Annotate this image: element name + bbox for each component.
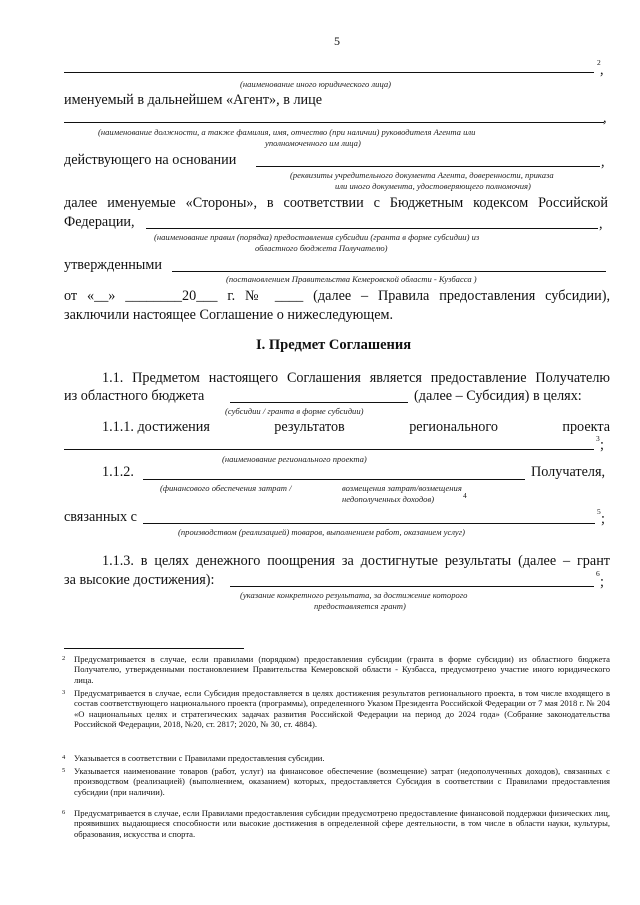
footnote-2: [62, 654, 610, 685]
caption-cost-right-2: недополученных доходов): [342, 494, 435, 504]
footnote-3: [62, 688, 610, 730]
basis-text: действующего на основании: [64, 152, 237, 168]
footnote-number: 4: [62, 754, 66, 761]
word: результатов: [274, 419, 345, 435]
caption-subsidy-type: (субсидии / гранта в форме субсидии): [225, 406, 364, 416]
recipient-text: Получателя,: [531, 464, 606, 480]
punct: ,: [603, 110, 607, 126]
approved-text: утвержденными: [64, 257, 162, 273]
caption-agent-rep-2: уполномоченного им лица): [265, 138, 361, 148]
caption-approved: (постановлением Правительства Кемеровской области - Кузбасса ): [226, 274, 477, 284]
punct: ,: [600, 62, 604, 78]
caption-basis-2: или иного документа, удостоверяющего полномочия): [335, 181, 531, 191]
clause-1-1-3-line1: 1.1.3. в целях денежного поощрения за достигнутые результаты (далее – грант: [102, 553, 610, 569]
caption-production: (производством (реализацией) товаров, выполнением работ, оказанием услуг): [178, 527, 465, 537]
footnote-ref-2: 2: [597, 58, 601, 67]
caption-cost-right-1: возмещения затрат/возмещения: [342, 483, 462, 493]
word: проекта: [562, 419, 610, 435]
clause-1-1-3-line2: за высокие достижения):: [64, 572, 215, 588]
footnote-text: Предусматривается в случае, если Субсидия предоставляется в целях достижения результатов регионального проекта, в том числе входящего в состав соответствующего национального проекта (программы), определенного Указом Президента Российской Федерации от 7 мая 2018 г. № 204 «О национальных целях и стратегических задачах развития Российской Федерации на период до 2024 года» (Собрание законодательства Российской Федерации, 2018, №20, ст. 2817; 2020, № 30, ст. 4884).: [74, 688, 610, 730]
blank-line-achievement: [230, 586, 594, 587]
blank-line-cost-type: [143, 479, 525, 480]
footnote-separator: [64, 648, 244, 649]
blank-line-production: [143, 523, 595, 524]
federation-text: Федерации,: [64, 214, 135, 230]
blank-line-agent-rep: [64, 122, 604, 123]
parties-text: далее именуемые «Стороны», в соответствии с Бюджетным кодексом Российской: [64, 195, 608, 211]
caption-achievement-1: (указание конкретного результата, за достижение которого: [240, 590, 468, 600]
clause-1-1-1: [102, 419, 610, 436]
agent-text: именуемый в дальнейшем «Агент», в лице: [64, 92, 323, 108]
punct: ;: [600, 574, 604, 590]
blank-line-regional-project: [64, 449, 594, 450]
punct: ,: [599, 216, 603, 232]
caption-rules-1: (наименование правил (порядка) предоставления субсидии (гранта в форме субсидии) из: [154, 232, 480, 242]
caption-other-entity: (наименование иного юридического лица): [240, 79, 392, 89]
caption-cost-left: (финансового обеспечения затрат /: [160, 483, 292, 493]
footnote-ref-3: 3: [596, 434, 600, 443]
caption-regional-project: (наименование регионального проекта): [222, 454, 367, 464]
clause-1-1-tail: (далее – Субсидия) в целях:: [414, 388, 582, 404]
blank-line-other-entity: [64, 72, 594, 73]
caption-basis-1: (реквизиты учредительного документа Агента, доверенности, приказа: [290, 170, 554, 180]
caption-agent-rep-1: (наименование должности, а также фамилия, имя, отчество (при наличии) руководителя Агента или: [98, 127, 476, 137]
footnote-number: 6: [62, 809, 66, 816]
blank-line-approved: [172, 271, 606, 272]
page-number: 5: [334, 34, 340, 48]
punct: ;: [600, 437, 604, 453]
concluded-text: заключили настоящее Соглашение о нижеследующем.: [64, 307, 394, 323]
footnote-4: [62, 753, 610, 763]
footnote-text: Указывается наименование товаров (работ, услуг) на финансовое обеспечение (возмещение) затрат (недополученных доходов), связанных с производством (реализацией) (выполнением, оказанием) которых, предоставляется Субсидия в соответствии с Правилами предоставления субсидии (при наличии).: [74, 766, 610, 797]
blank-line-basis: [256, 166, 600, 167]
blank-line-subsidy-type: [230, 402, 408, 403]
word: 1.1.1. достижения: [102, 419, 210, 435]
footnote-number: 5: [62, 767, 66, 774]
footnote-5: [62, 766, 610, 797]
related-text: связанных с: [64, 509, 137, 525]
footnote-text: Предусматривается в случае, если правилами (порядком) предоставления субсидии (гранта в форме субсидии) из областного бюджета Получателю, утвержденными постановлением Правительства Кемеровской области - Кузбасса, предусмотрено участие иного юридического лица.: [74, 654, 610, 685]
footnote-ref-6: 6: [596, 569, 600, 578]
section-title: I. Предмет Соглашения: [256, 337, 412, 353]
blank-line-rules: [146, 228, 598, 229]
caption-rules-2: областного бюджета Получателю): [255, 243, 388, 253]
caption-achievement-2: предоставляется грант): [314, 601, 406, 611]
clause-1-1-2-label: 1.1.2.: [102, 464, 134, 480]
footnote-number: 3: [62, 689, 66, 696]
footnote-ref-5: 5: [597, 507, 601, 516]
punct: ;: [601, 511, 605, 527]
footnote-6: [62, 808, 610, 839]
word: регионального: [409, 419, 498, 435]
clause-1-1-line1: 1.1. Предметом настоящего Соглашения является предоставление Получателю: [102, 370, 610, 386]
footnote-ref-4: 4: [463, 491, 467, 500]
footnote-text: Предусматривается в случае, если Правилами предоставления субсидии предусмотрено предоставление финансовой поддержки физических лиц, проявивших выдающиеся способности или высокие достижения в определенной сфере деятельности, в том числе в области науки, культуры, образования, искусства и спорта.: [74, 808, 610, 839]
clause-1-1-from: из областного бюджета: [64, 388, 205, 404]
footnote-number: 2: [62, 655, 66, 662]
punct: ,: [601, 154, 605, 170]
date-text: от «__» ________20___ г. № ____ (далее – Правила предоставления субсидии),: [64, 288, 610, 304]
footnote-text: Указывается в соответствии с Правилами предоставления субсидии.: [74, 753, 325, 763]
